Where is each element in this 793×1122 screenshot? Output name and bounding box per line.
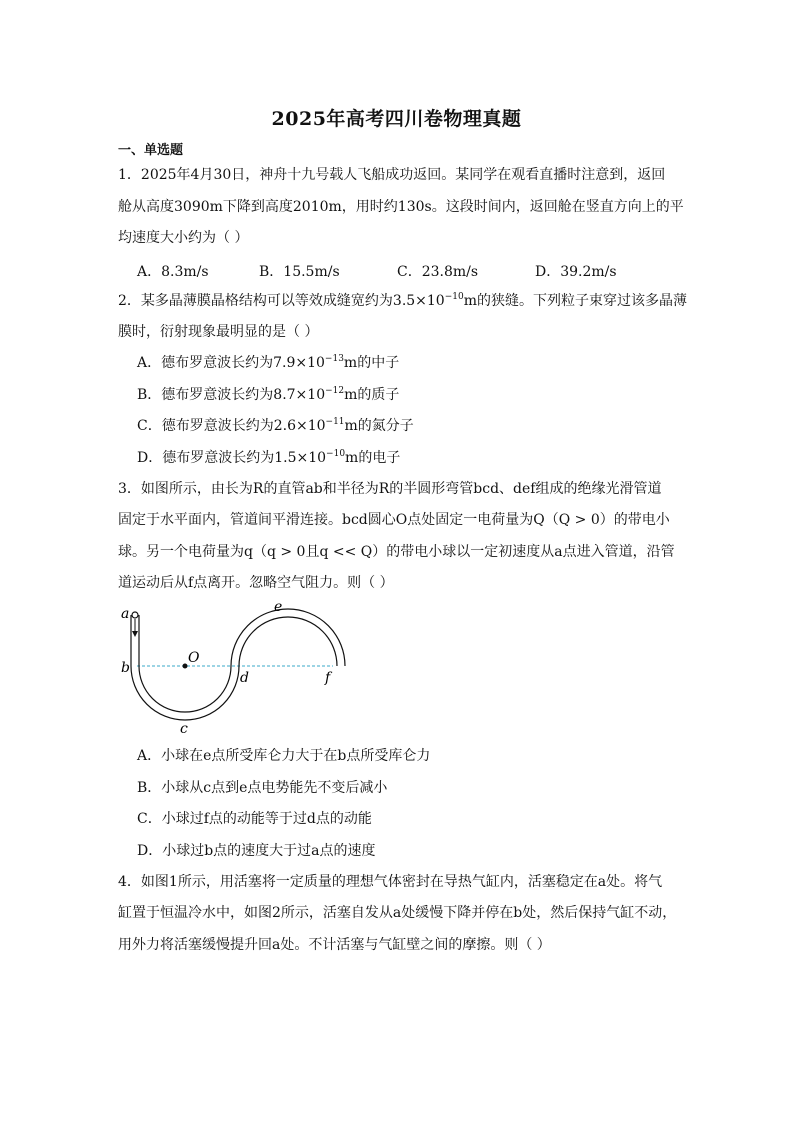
label-O: O xyxy=(188,650,200,666)
entry-ball xyxy=(132,612,138,618)
q3-line-3: 球。另一个电荷量为q（q > 0且q << Q）的带电小球以一定初速度从a点进入管道，沿管 xyxy=(118,544,675,560)
section-heading: 一、单选题 xyxy=(118,143,184,158)
q1-line-3: 均速度大小约为（ ） xyxy=(118,230,249,246)
q2-line-2: 膜时，衍射现象最明显的是（ ） xyxy=(118,324,319,340)
pipe-figure xyxy=(117,603,347,738)
q3-option-a[interactable]: A．小球在e点所受库仑力大于在b点所受库仑力 xyxy=(137,748,431,764)
q3-line-4: 道运动后从f点离开。忽略空气阻力。则（ ） xyxy=(118,575,394,591)
q4-line-3: 用外力将活塞缓慢提升回a处。不计活塞与气缸壁之间的摩擦。则（ ） xyxy=(118,937,551,953)
label-a: a xyxy=(121,606,130,622)
q1-option-d[interactable]: D．39.2m/s xyxy=(535,264,617,280)
q1-line-2: 舱从高度3090m下降到高度2010m，用时约130s。这段时间内，返回舱在竖直方向上的平 xyxy=(118,199,684,215)
label-e: e xyxy=(274,603,283,615)
pipe-outer-wall xyxy=(131,615,337,720)
label-c: c xyxy=(180,721,188,737)
q3-option-c[interactable]: C．小球过f点的动能等于过d点的动能 xyxy=(137,811,372,827)
q3-line-1: 3．如图所示，由长为R的直管ab和半径为R的半圆形弯管bcd、def组成的绝缘光滑管道 xyxy=(118,481,662,497)
q3-option-d[interactable]: D．小球过b点的速度大于过a点的速度 xyxy=(137,843,376,859)
q2-option-b[interactable]: B．德布罗意波长约为$8.7\times 10^{-12}m$的质子 xyxy=(137,386,400,403)
q3-line-2: 固定于水平面内，管道间平滑连接。bcd圆心O点处固定一电荷量为Q（Q > 0）的带电小 xyxy=(118,512,670,528)
exam-title: 2025年高考四川卷物理真题 xyxy=(271,108,522,130)
q4-line-2: 缸置于恒温冷水中，如图2所示，活塞自发从a处缓慢下降并停在b处，然后保持气缸不动， xyxy=(118,905,677,921)
q4-line-1: 4．如图1所示，用活塞将一定质量的理想气体密封在导热气缸内，活塞稳定在a处。将气 xyxy=(118,874,663,890)
arrow-head-icon xyxy=(132,631,138,637)
q1-option-c[interactable]: C．23.8m/s xyxy=(397,264,479,280)
q3-option-b[interactable]: B．小球从c点到e点电势能先不变后减小 xyxy=(137,780,388,796)
q2-option-c[interactable]: C．德布罗意波长约为$2.6\times 10^{-11}m$的氮分子 xyxy=(137,417,414,434)
q1-option-a[interactable]: A．8.3m/s xyxy=(137,264,209,280)
q2-line-1: 2．某多晶薄膜晶格结构可以等效成缝宽约为$3.5\times 10^{-10}m$的狭缝。下列粒子束穿过该多晶薄 xyxy=(118,292,687,309)
label-b: b xyxy=(121,660,130,676)
label-d: d xyxy=(240,670,249,686)
q1-line-1: 1．2025年4月30日，神舟十九号载人飞船成功返回。某同学在观看直播时注意到，返回 xyxy=(118,167,666,183)
center-charge-dot xyxy=(183,664,188,669)
q2-option-d[interactable]: D．德布罗意波长约为$1.5\times 10^{-10}m$的电子 xyxy=(137,449,401,466)
q2-option-a[interactable]: A．德布罗意波长约为$7.9\times 10^{-13}m$的中子 xyxy=(137,354,400,371)
label-f: f xyxy=(325,670,331,686)
q1-option-b[interactable]: B．15.5m/s xyxy=(259,264,340,280)
